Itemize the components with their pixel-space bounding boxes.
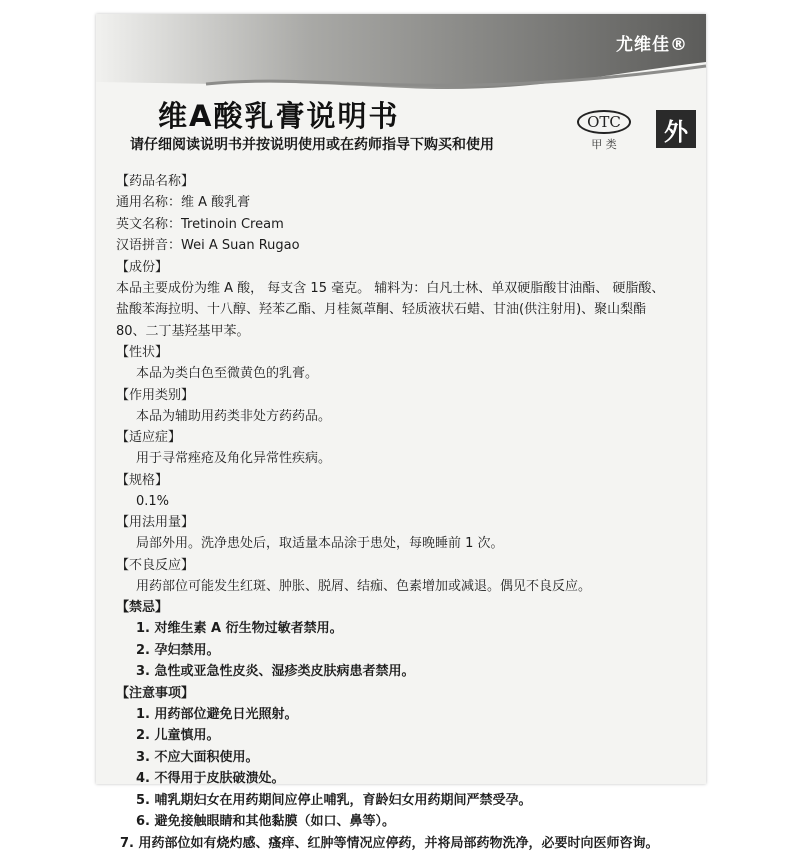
section-heading-composition: 【成份】 — [116, 257, 696, 278]
contraindication-item: 1. 对维生素 A 衍生物过敏者禁用。 — [116, 618, 696, 640]
precaution-item: 3. 不应大面积使用。 — [116, 747, 696, 769]
otc-class: 甲 类 — [574, 136, 634, 152]
page-title: 维A酸乳膏说明书 — [158, 94, 399, 135]
section-heading-dosage: 【用法用量】 — [116, 512, 696, 533]
category-text: 本品为辅助用药类非处方药药品。 — [116, 406, 696, 428]
composition-line-1: 本品主要成份为维 A 酸， 每支含 15 毫克。 辅料为：白凡士林、单双硬脂酸甘油酯、 硬脂酸、 — [116, 278, 696, 300]
leaflet-content — [116, 171, 696, 854]
specification-text: 0.1% — [116, 491, 696, 513]
section-heading-contraindications: 【禁忌】 — [116, 597, 696, 618]
composition-line-3: 80、二丁基羟基甲苯。 — [116, 321, 696, 343]
otc-label: OTC — [577, 110, 631, 134]
leaflet-sheet — [96, 14, 706, 784]
composition-line-2: 盐酸苯海拉明、十八醇、羟苯乙酯、月桂氮䓬酮、轻质液状石蜡、甘油(供注射用)、聚山梨酯 — [116, 299, 696, 321]
precaution-item: 5. 哺乳期妇女在用药期间应停止哺乳，育龄妇女用药期间严禁受孕。 — [116, 790, 696, 812]
adverse-text: 用药部位可能发生红斑、肿胀、脱屑、结痂、色素增加或减退。偶见不良反应。 — [116, 576, 696, 598]
section-heading-adverse: 【不良反应】 — [116, 555, 696, 576]
section-heading-drug-name: 【药品名称】 — [116, 171, 696, 192]
header-banner — [96, 14, 706, 94]
section-heading-category: 【作用类别】 — [116, 385, 696, 406]
contraindication-item: 2. 孕妇禁用。 — [116, 640, 696, 662]
section-heading-specification: 【规格】 — [116, 470, 696, 491]
section-heading-precautions: 【注意事项】 — [116, 683, 696, 704]
instruction-line: 请仔细阅读说明书并按说明使用或在药师指导下购买和使用 — [130, 134, 494, 154]
brand-logo: 尤维佳® — [616, 30, 688, 55]
section-heading-properties: 【性状】 — [116, 342, 696, 363]
contraindication-item: 3. 急性或亚急性皮炎、湿疹类皮肤病患者禁用。 — [116, 661, 696, 683]
otc-badge — [574, 110, 634, 152]
precaution-item: 6. 避免接触眼睛和其他黏膜（如口、鼻等）。 — [116, 811, 696, 833]
precaution-item: 7. 用药部位如有烧灼感、瘙痒、红肿等情况应停药，并将局部药物洗净，必要时向医师咨询。 — [116, 833, 696, 854]
dosage-text: 局部外用。洗净患处后，取适量本品涂于患处，每晚睡前 1 次。 — [116, 533, 696, 555]
precaution-item: 1. 用药部位避免日光照射。 — [116, 704, 696, 726]
generic-name: 通用名称：维 A 酸乳膏 — [116, 192, 696, 214]
precaution-item: 2. 儿童慎用。 — [116, 725, 696, 747]
external-use-badge: 外 — [656, 110, 696, 148]
properties-text: 本品为类白色至微黄色的乳膏。 — [116, 363, 696, 385]
pinyin-name: 汉语拼音：Wei A Suan Rugao — [116, 235, 696, 257]
section-heading-indications: 【适应症】 — [116, 427, 696, 448]
indications-text: 用于寻常痤疮及角化异常性疾病。 — [116, 448, 696, 470]
english-name: 英文名称：Tretinoin Cream — [116, 214, 696, 236]
precaution-item: 4. 不得用于皮肤破溃处。 — [116, 768, 696, 790]
